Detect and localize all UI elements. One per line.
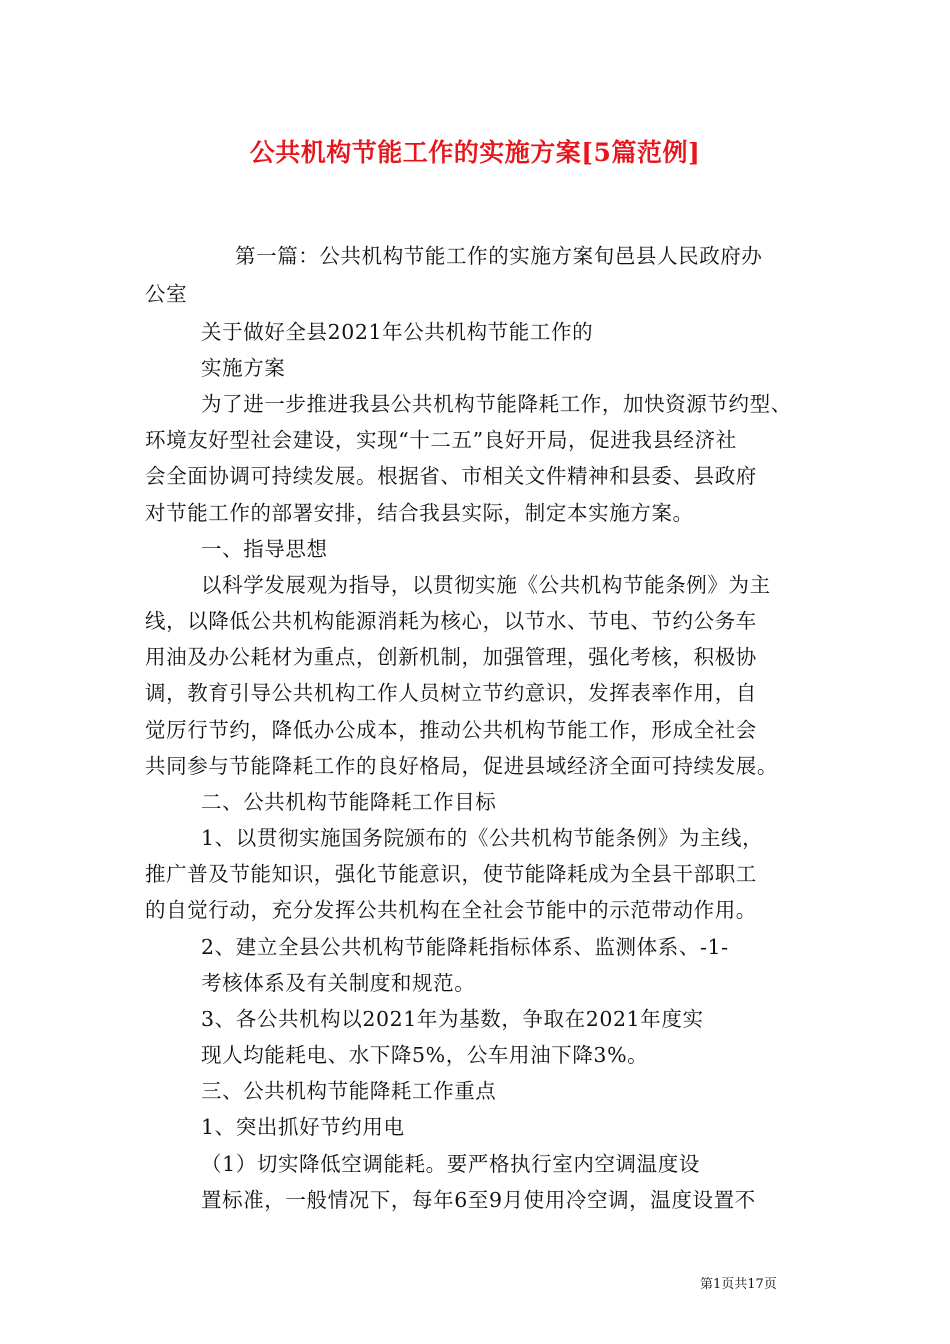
document-title: 公共机构节能工作的实施方案[5篇范例] <box>249 138 701 167</box>
body-line: 3、各公共机构以2021年为基数，争取在2021年度实 <box>201 1007 704 1031</box>
body-line: 二、公共机构节能降耗工作目标 <box>201 790 497 814</box>
body-line: 推广普及节能知识，强化节能意识，使节能降耗成为全县干部职工 <box>145 862 757 886</box>
body-line: 三、公共机构节能降耗工作重点 <box>201 1079 497 1103</box>
page-number: 第1页共17页 <box>700 1277 777 1292</box>
body-line: 置标准，一般情况下，每年6至9月使用冷空调，温度设置不 <box>201 1188 756 1212</box>
body-line: 1、突出抓好节约用电 <box>201 1115 405 1139</box>
body-line: 环境友好型社会建设，实现“十二五”良好开局，促进我县经济社 <box>145 428 737 452</box>
body-line: 2、建立全县公共机构节能降耗指标体系、监测体系、-1- <box>201 935 729 959</box>
body-line: 共同参与节能降耗工作的良好格局，促进县域经济全面可持续发展。 <box>145 754 778 778</box>
body-line: 线，以降低公共机构能源消耗为核心，以节水、节电、节约公务车 <box>145 609 757 633</box>
body-line: 实施方案 <box>201 356 286 380</box>
body-line: 考核体系及有关制度和规范。 <box>201 971 476 995</box>
body-line: 一、指导思想 <box>201 537 328 561</box>
body-line: 会全面协调可持续发展。根据省、市相关文件精神和县委、县政府 <box>145 464 757 488</box>
body-line: 调，教育引导公共机构工作人员树立节约意识，发挥表率作用，自 <box>145 681 757 705</box>
body-line: 1、以贯彻实施国务院颁布的《公共机构节能条例》为主线， <box>201 826 764 850</box>
body-line: （1）切实降低空调能耗。要严格执行室内空调温度设 <box>201 1152 700 1176</box>
body-line: 以科学发展观为指导，以贯彻实施《公共机构节能条例》为主 <box>201 573 771 597</box>
body-line: 觉厉行节约，降低办公成本，推动公共机构节能工作，形成全社会 <box>145 718 757 742</box>
body-line: 关于做好全县2021年公共机构节能工作的 <box>201 320 594 344</box>
body-line: 用油及办公耗材为重点，创新机制，加强管理，强化考核，积极协 <box>145 645 757 669</box>
body-line: 的自觉行动，充分发挥公共机构在全社会节能中的示范带动作用。 <box>145 898 757 922</box>
body-line: 公室 <box>145 282 188 306</box>
body-line: 现人均能耗电、水下降5%，公车用油下降3%。 <box>201 1043 649 1067</box>
body-line: 对节能工作的部署安排，结合我县实际，制定本实施方案。 <box>145 501 694 525</box>
body-line: 为了进一步推进我县公共机构节能降耗工作，加快资源节约型、 <box>201 392 792 416</box>
body-line: 第一篇：公共机构节能工作的实施方案旬邑县人民政府办 <box>235 244 763 268</box>
